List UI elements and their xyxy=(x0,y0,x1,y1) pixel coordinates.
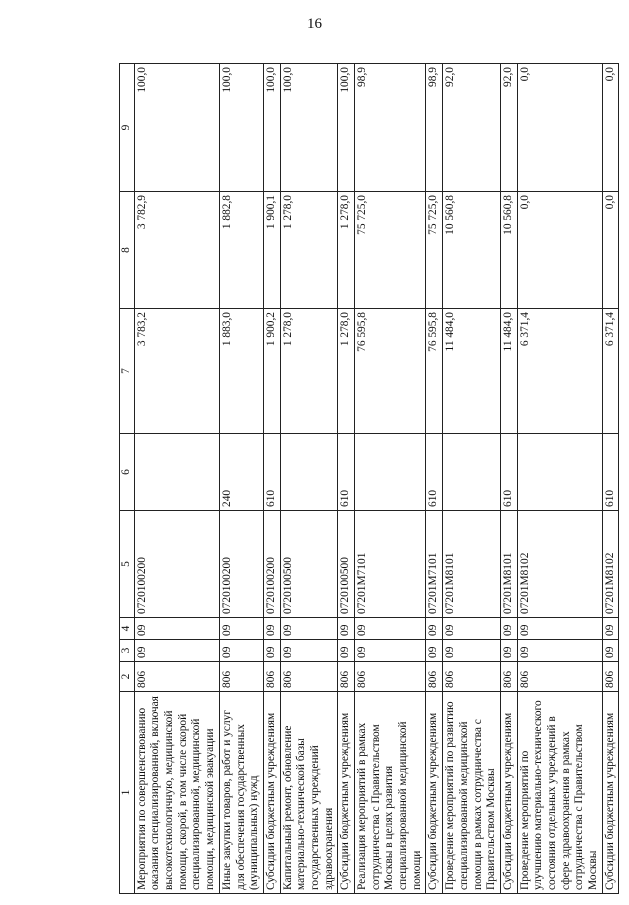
cell-section: 09 xyxy=(443,640,501,662)
cell-section: 09 xyxy=(500,640,517,662)
cell-planned: 76 595,8 xyxy=(355,309,426,434)
cell-percent: 98,9 xyxy=(426,64,443,192)
cell-section: 09 xyxy=(602,640,619,662)
cell-ministry: 806 xyxy=(517,662,602,692)
cell-percent: 0,0 xyxy=(517,64,602,192)
table-row xyxy=(355,64,426,894)
cell-subsection: 09 xyxy=(219,618,263,640)
cell-actual: 10 560,8 xyxy=(443,192,501,309)
table-row xyxy=(602,64,619,894)
cell-subsection: 09 xyxy=(517,618,602,640)
cell-actual: 1 882,8 xyxy=(219,192,263,309)
cell-subsection: 09 xyxy=(602,618,619,640)
cell-target-code: 0720100500 xyxy=(280,511,338,618)
cell-subsection: 09 xyxy=(500,618,517,640)
cell-expense-type xyxy=(134,434,219,511)
cell-section: 09 xyxy=(280,640,338,662)
cell-percent: 0,0 xyxy=(602,64,619,192)
cell-expense-type xyxy=(355,434,426,511)
header-cell: 9 xyxy=(120,64,135,192)
cell-section: 09 xyxy=(426,640,443,662)
cell-ministry: 806 xyxy=(338,662,355,692)
cell-planned: 3 783,2 xyxy=(134,309,219,434)
cell-planned: 1 900,2 xyxy=(263,309,280,434)
row-name: Субсидии бюджетным учреждениям xyxy=(338,692,355,894)
cell-percent: 100,0 xyxy=(263,64,280,192)
cell-target-code: 07201M8101 xyxy=(500,511,517,618)
page-number: 16 xyxy=(307,16,322,32)
cell-subsection: 09 xyxy=(355,618,426,640)
header-cell: 8 xyxy=(120,192,135,309)
cell-planned: 1 883,0 xyxy=(219,309,263,434)
cell-planned: 11 484,0 xyxy=(500,309,517,434)
table-row xyxy=(263,64,280,894)
cell-ministry: 806 xyxy=(602,662,619,692)
cell-target-code: 0720100200 xyxy=(263,511,280,618)
cell-subsection: 09 xyxy=(134,618,219,640)
table-row xyxy=(517,64,602,894)
cell-actual: 1 900,1 xyxy=(263,192,280,309)
cell-expense-type: 610 xyxy=(263,434,280,511)
cell-percent: 92,0 xyxy=(443,64,501,192)
cell-percent: 98,9 xyxy=(355,64,426,192)
cell-ministry: 806 xyxy=(443,662,501,692)
row-name: Капитальный ремонт, обновление материально-технической базы государственных учреждений здравоохранения xyxy=(280,692,338,894)
row-name: Субсидии бюджетным учреждениям xyxy=(263,692,280,894)
cell-target-code: 07201M7101 xyxy=(426,511,443,618)
cell-target-code: 0720100500 xyxy=(338,511,355,618)
cell-planned: 6 371,4 xyxy=(517,309,602,434)
header-row xyxy=(120,64,135,894)
cell-actual: 0,0 xyxy=(517,192,602,309)
row-name: Проведение мероприятий по развитию специализированной медицинской помощи в рамках сотрудничества с Правительством Москвы xyxy=(443,692,501,894)
row-name: Субсидии бюджетным учреждениям xyxy=(602,692,619,894)
cell-section: 09 xyxy=(338,640,355,662)
cell-expense-type: 610 xyxy=(426,434,443,511)
table-row xyxy=(134,64,219,894)
cell-expense-type xyxy=(443,434,501,511)
table-row xyxy=(219,64,263,894)
cell-section: 09 xyxy=(134,640,219,662)
table-container xyxy=(119,64,616,894)
cell-actual: 0,0 xyxy=(602,192,619,309)
header-cell: 2 xyxy=(120,662,135,692)
cell-target-code: 0720100200 xyxy=(134,511,219,618)
row-name: Иные закупки товаров, работ и услуг для обеспечения государственных (муниципальных) нужд xyxy=(219,692,263,894)
cell-target-code: 07201M7101 xyxy=(355,511,426,618)
table-row xyxy=(426,64,443,894)
cell-percent: 100,0 xyxy=(280,64,338,192)
table-row xyxy=(443,64,501,894)
cell-subsection: 09 xyxy=(280,618,338,640)
cell-section: 09 xyxy=(517,640,602,662)
row-name: Мероприятия по совершенствованию оказания специализированной, включая высокотехнологичную, медицинской помощи, скорой, в том числе скорой специализированной, медицинской помощи, медицинской эвакуации xyxy=(134,692,219,894)
cell-percent: 100,0 xyxy=(134,64,219,192)
cell-expense-type: 240 xyxy=(219,434,263,511)
cell-section: 09 xyxy=(355,640,426,662)
cell-actual: 1 278,0 xyxy=(280,192,338,309)
cell-actual: 10 560,8 xyxy=(500,192,517,309)
table-row xyxy=(280,64,338,894)
cell-target-code: 07201M8102 xyxy=(602,511,619,618)
cell-actual: 75 725,0 xyxy=(426,192,443,309)
cell-planned: 11 484,0 xyxy=(443,309,501,434)
header-cell: 6 xyxy=(120,434,135,511)
cell-ministry: 806 xyxy=(355,662,426,692)
cell-section: 09 xyxy=(263,640,280,662)
cell-planned: 76 595,8 xyxy=(426,309,443,434)
cell-subsection: 09 xyxy=(443,618,501,640)
cell-expense-type xyxy=(517,434,602,511)
cell-target-code: 07201M8102 xyxy=(517,511,602,618)
cell-planned: 6 371,4 xyxy=(602,309,619,434)
row-name: Реализация мероприятий в рамках сотрудничества с Правительством Москвы в целях развития специализированной медицинской помощи xyxy=(355,692,426,894)
cell-ministry: 806 xyxy=(280,662,338,692)
cell-subsection: 09 xyxy=(338,618,355,640)
header-cell: 4 xyxy=(120,618,135,640)
header-cell: 3 xyxy=(120,640,135,662)
row-name: Субсидии бюджетным учреждениям xyxy=(426,692,443,894)
cell-expense-type: 610 xyxy=(338,434,355,511)
table-row xyxy=(500,64,517,894)
cell-actual: 1 278,0 xyxy=(338,192,355,309)
cell-target-code: 0720100200 xyxy=(219,511,263,618)
cell-ministry: 806 xyxy=(500,662,517,692)
header-cell: 1 xyxy=(120,692,135,894)
header-cell: 7 xyxy=(120,309,135,434)
table-row xyxy=(338,64,355,894)
cell-ministry: 806 xyxy=(134,662,219,692)
cell-ministry: 806 xyxy=(263,662,280,692)
cell-section: 09 xyxy=(219,640,263,662)
cell-ministry: 806 xyxy=(426,662,443,692)
budget-table xyxy=(119,63,619,894)
row-name: Субсидии бюджетным учреждениям xyxy=(500,692,517,894)
cell-expense-type xyxy=(280,434,338,511)
cell-ministry: 806 xyxy=(219,662,263,692)
cell-percent: 92,0 xyxy=(500,64,517,192)
cell-percent: 100,0 xyxy=(219,64,263,192)
row-name: Проведение мероприятий по улучшению материально-технического состояния отдельных учреждений в сфере здравоохранения в рамках сотрудничества с Правительством Москвы xyxy=(517,692,602,894)
cell-expense-type: 610 xyxy=(602,434,619,511)
cell-target-code: 07201M8101 xyxy=(443,511,501,618)
cell-subsection: 09 xyxy=(426,618,443,640)
cell-percent: 100,0 xyxy=(338,64,355,192)
header-cell: 5 xyxy=(120,511,135,618)
cell-expense-type: 610 xyxy=(500,434,517,511)
cell-actual: 75 725,0 xyxy=(355,192,426,309)
cell-actual: 3 782,9 xyxy=(134,192,219,309)
rotated-table-frame xyxy=(119,64,616,894)
cell-planned: 1 278,0 xyxy=(280,309,338,434)
cell-planned: 1 278,0 xyxy=(338,309,355,434)
cell-subsection: 09 xyxy=(263,618,280,640)
